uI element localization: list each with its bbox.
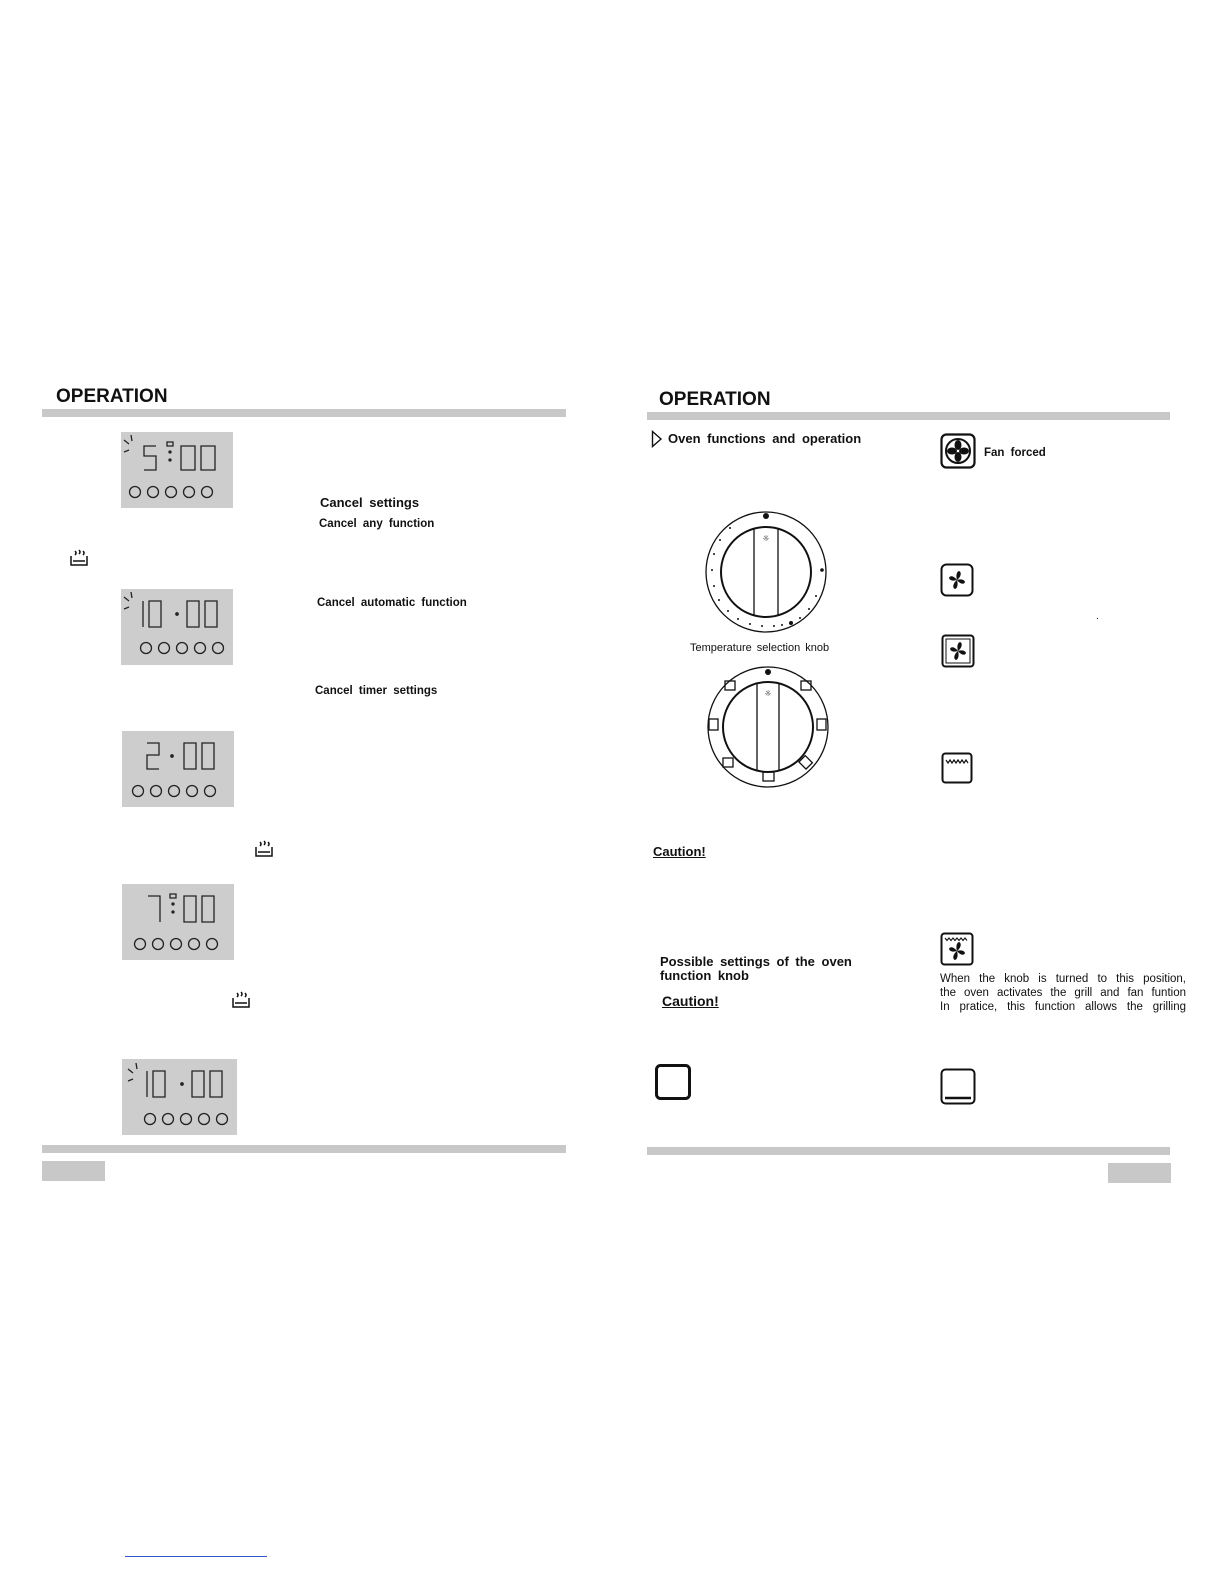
oven-functions-title: Oven functions and operation — [668, 431, 862, 446]
fan-icon — [940, 563, 974, 597]
temperature-knob — [702, 508, 830, 636]
fan-forced-label: Fan forced — [984, 447, 1046, 459]
left-header-rule — [42, 409, 566, 417]
paragraph-line: In pratice, this function allows the grilling — [940, 1001, 1186, 1013]
possible-settings-title: function knob — [660, 968, 749, 983]
cancel-settings-title: Cancel settings — [320, 495, 420, 510]
oven-light-icon — [654, 1063, 692, 1101]
grill-fan-icon — [940, 932, 974, 966]
cancel-automatic-function-label: Cancel automatic function — [317, 597, 467, 609]
timer-display — [122, 1059, 237, 1135]
svg-text:☼: ☼ — [764, 689, 772, 698]
stray-dot: . — [1096, 611, 1099, 622]
left-footer-rule — [42, 1145, 566, 1153]
timer-pot-icon — [254, 840, 274, 858]
timer-display — [122, 731, 234, 807]
timer-pot-icon — [68, 548, 90, 568]
grill-fan-description — [940, 972, 1186, 1014]
timer-display — [121, 589, 233, 665]
right-header-rule — [647, 412, 1170, 420]
timer-display — [122, 884, 234, 960]
paragraph-line: When the knob is turned to this position, — [940, 973, 1186, 985]
link-underline — [125, 1556, 267, 1557]
temperature-knob-label: Temperature selection knob — [690, 642, 830, 654]
grill-icon — [941, 752, 973, 784]
cancel-timer-settings-label: Cancel timer settings — [315, 685, 438, 697]
svg-text:☼: ☼ — [762, 534, 770, 543]
right-page-number-box — [1108, 1163, 1171, 1183]
left-page-number-box — [42, 1161, 105, 1181]
cancel-any-function-label: Cancel any function — [319, 518, 435, 530]
arrow-right-icon — [651, 430, 663, 448]
caution-label: Caution! — [662, 993, 719, 1009]
left-page-header: OPERATION — [56, 386, 168, 407]
possible-settings-title: Possible settings of the oven — [660, 954, 852, 969]
right-footer-rule — [647, 1147, 1170, 1155]
paragraph-line: the oven activates the grill and fan funtion — [940, 987, 1186, 999]
fan-forced-icon — [940, 433, 976, 469]
right-page-header: OPERATION — [659, 389, 771, 410]
timer-display — [121, 432, 233, 508]
function-knob — [704, 663, 832, 791]
bottom-heat-icon — [940, 1068, 976, 1106]
caution-label: Caution! — [653, 844, 706, 859]
timer-pot-icon — [231, 991, 251, 1009]
fan-square-icon — [941, 634, 975, 668]
